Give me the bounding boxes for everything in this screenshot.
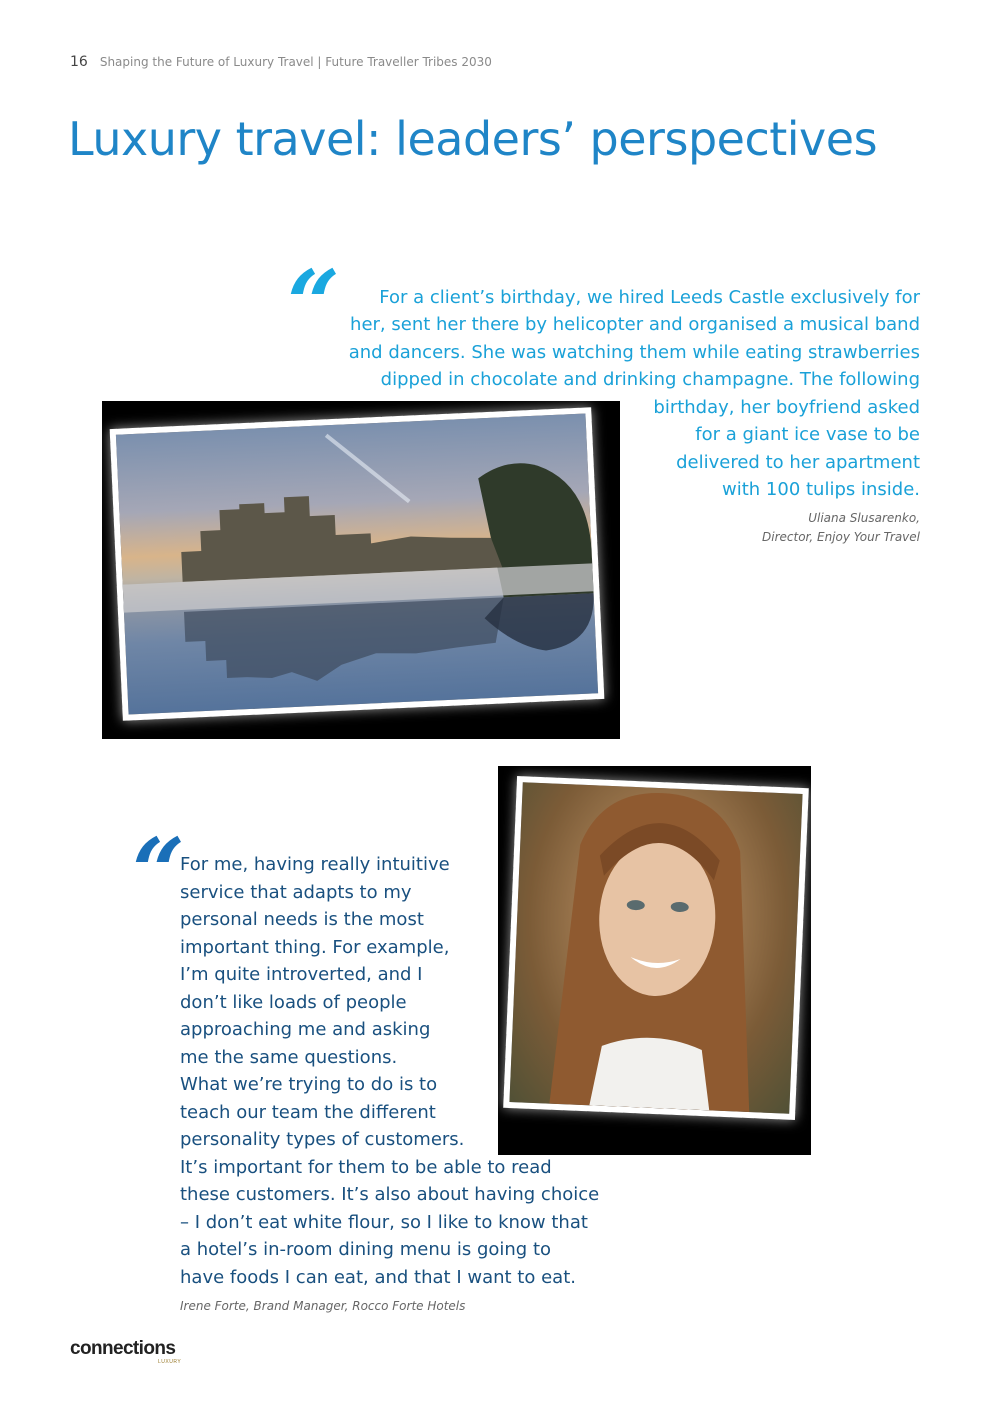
page-title: Luxury travel: leaders’ perspectives (68, 112, 878, 166)
quote2-line: It’s important for them to be able to read (180, 1157, 552, 1178)
quote1-line: For a client’s birthday, we hired Leeds Castle exclusively for (379, 287, 920, 308)
quote2-line: approaching me and asking (180, 1019, 431, 1040)
quote2-line: What we’re trying to do is to (180, 1074, 438, 1095)
quote1-line: her, sent her there by helicopter and organised a musical band (350, 314, 920, 335)
quote2-line: don’t like loads of people (180, 992, 407, 1013)
quote2-line: service that adapts to my (180, 882, 412, 903)
quote-mark-icon: “ (132, 818, 185, 926)
quote1-line: for a giant ice vase to be (695, 424, 920, 445)
quote1-attribution-name: Uliana Slusarenko, (808, 511, 920, 525)
quote1-line: delivered to her apartment (676, 452, 920, 473)
quote2-line: For me, having really intuitive (180, 854, 450, 875)
quote1-attribution-role: Director, Enjoy Your Travel (762, 530, 920, 544)
running-title: Shaping the Future of Luxury Travel | Future Traveller Tribes 2030 (99, 55, 492, 69)
quote2-attribution: Irene Forte, Brand Manager, Rocco Forte Hotels (180, 1299, 466, 1313)
connections-logo-sub: LUXURY (158, 1359, 182, 1365)
quote2-line: important thing. For example, (180, 937, 450, 958)
portrait-illustration (509, 782, 802, 1113)
quote2-line: – I don’t eat white flour, so I like to know that (180, 1212, 588, 1233)
quote2-line: have foods I can eat, and that I want to eat. (180, 1267, 576, 1288)
page-number: 16 (70, 54, 88, 70)
running-header (70, 54, 492, 72)
quote2-line: personal needs is the most (180, 909, 424, 930)
quote2-line: me the same questions. (180, 1047, 398, 1068)
quote2-line: personality types of customers. (180, 1129, 465, 1150)
quote2-line: teach our team the different (180, 1102, 436, 1123)
quote2-line: a hotel’s in-room dining menu is going to (180, 1239, 552, 1260)
quote-mark-icon: “ (287, 250, 340, 358)
castle-photo (110, 407, 605, 721)
quote2-line: these customers. It’s also about having choice (180, 1184, 600, 1205)
portrait-photo (503, 776, 809, 1120)
quote1-line: dipped in chocolate and drinking champagne. The following (380, 369, 920, 390)
connections-logo: connections (70, 1338, 176, 1359)
quote2-line: I’m quite introverted, and I (180, 964, 423, 985)
quote1-line: birthday, her boyfriend asked (653, 397, 920, 418)
quote1-line: with 100 tulips inside. (722, 479, 920, 500)
castle-illustration (116, 413, 598, 714)
quote1-line: and dancers. She was watching them while eating strawberries (348, 342, 920, 363)
